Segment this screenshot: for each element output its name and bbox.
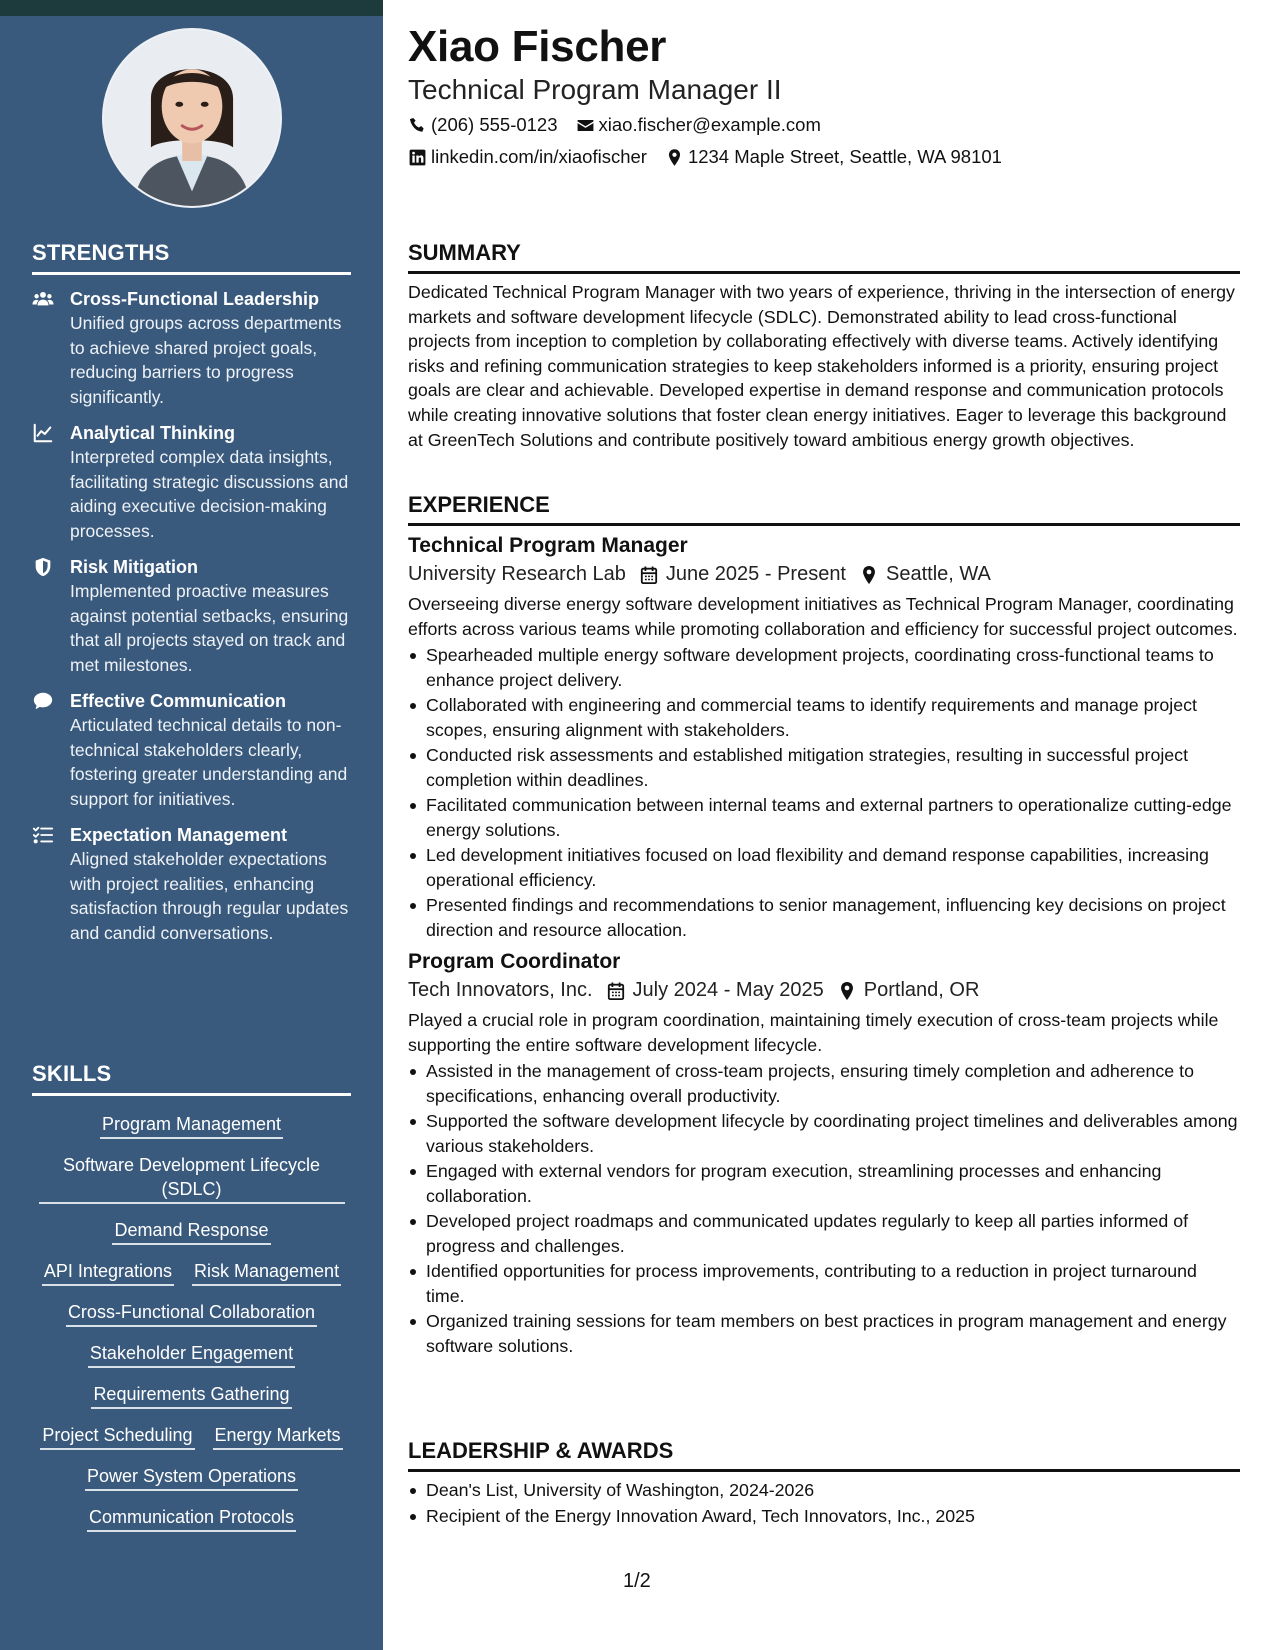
map-pin-icon <box>860 565 878 585</box>
list-item: Engaged with external vendors for program execution, streamlining processes and enhancing collaboration. <box>408 1159 1240 1208</box>
job-dates: June 2025 - Present <box>665 563 846 585</box>
users-icon <box>32 287 70 409</box>
experience-heading: EXPERIENCE <box>408 492 1240 526</box>
contact-row <box>408 146 1002 168</box>
email-contact[interactable] <box>576 114 821 136</box>
list-item: Led development initiatives focused on load flexibility and demand response capabilities, increasing operational efficiency. <box>408 843 1240 892</box>
skill-tag: Energy Markets <box>213 1423 343 1450</box>
strengths-heading: STRENGTHS <box>32 240 351 275</box>
address-text: 1234 Maple Street, Seattle, WA 98101 <box>687 146 1002 167</box>
list-item: Identified opportunities for process improvements, contributing to a reduction in project turnaround time. <box>408 1259 1240 1308</box>
skills-heading: SKILLS <box>32 1061 351 1096</box>
shield-icon <box>32 555 70 677</box>
strengths-section <box>32 240 351 945</box>
list-item: Organized training sessions for team members on best practices in program management and energy software solutions. <box>408 1309 1240 1358</box>
skill-tag: Risk Management <box>192 1259 341 1286</box>
job-location: Portland, OR <box>863 979 980 1001</box>
skill-tag: Power System Operations <box>85 1464 298 1491</box>
map-pin-icon <box>838 981 856 1001</box>
list-item: Developed project roadmaps and communicated updates regularly to keep all parties informed of progress and challenges. <box>408 1209 1240 1258</box>
skill-tag: Cross-Functional Collaboration <box>66 1300 317 1327</box>
profile-photo-image <box>104 30 280 206</box>
calendar-icon <box>607 981 625 1001</box>
job-title: Technical Program Manager <box>408 534 688 557</box>
list-item: Facilitated communication between internal teams and external partners to operationalize cutting-edge energy solutions. <box>408 793 1240 842</box>
skill-tag: API Integrations <box>42 1259 174 1286</box>
phone-contact <box>408 114 558 136</box>
strength-description: Articulated technical details to non-technical stakeholders clearly, fostering greater understanding and support for initiatives. <box>70 715 348 809</box>
sidebar-top-bar <box>0 0 383 16</box>
job-bullets <box>408 643 1240 942</box>
contact-row <box>408 114 821 136</box>
strength-item <box>32 555 351 677</box>
linkedin-contact[interactable] <box>408 146 647 168</box>
job-meta <box>408 563 1240 586</box>
strength-description: Interpreted complex data insights, facilitating strategic discussions and aiding executive decision-making processes. <box>70 447 349 541</box>
job-bullets <box>408 1059 1240 1358</box>
linkedin-icon <box>408 148 427 167</box>
checklist-icon <box>32 823 70 945</box>
skills-section <box>32 1061 351 1532</box>
calendar-icon <box>640 565 658 585</box>
list-item: Collaborated with engineering and commercial teams to identify requirements and manage project scopes, ensuring alignment with stakeholders. <box>408 693 1240 742</box>
skill-tag: Stakeholder Engagement <box>88 1341 295 1368</box>
summary-heading: SUMMARY <box>408 240 1240 274</box>
job-title: Program Coordinator <box>408 950 621 973</box>
strength-title: Risk Mitigation <box>70 557 199 577</box>
phone-number: (206) 555-0123 <box>431 114 558 135</box>
job-dates: July 2024 - May 2025 <box>632 979 824 1001</box>
strength-item <box>32 287 351 409</box>
awards-heading: LEADERSHIP & AWARDS <box>408 1438 1240 1472</box>
strength-item <box>32 689 351 811</box>
skill-tag: Software Development Lifecycle (SDLC) <box>39 1153 345 1204</box>
sidebar <box>0 0 383 1650</box>
candidate-name: Xiao Fischer <box>408 22 667 71</box>
envelope-icon <box>576 116 595 135</box>
skill-tag: Demand Response <box>112 1218 270 1245</box>
candidate-title: Technical Program Manager II <box>408 74 782 105</box>
strength-item <box>32 421 351 543</box>
strength-title: Expectation Management <box>70 825 288 845</box>
strength-title: Cross-Functional Leadership <box>70 289 320 309</box>
list-item: Dean's List, University of Washington, 2024-2026 <box>408 1478 1240 1503</box>
job-meta <box>408 979 1240 1002</box>
job-entry <box>408 534 1240 942</box>
profile-photo <box>102 28 282 208</box>
awards-section <box>408 1438 1240 1528</box>
experience-section <box>408 492 1240 1358</box>
list-item: Recipient of the Energy Innovation Award, Tech Innovators, Inc., 2025 <box>408 1504 1240 1529</box>
skill-tag: Communication Protocols <box>87 1505 296 1532</box>
summary-text: Dedicated Technical Program Manager with two years of experience, thriving in the intersection of energy markets and software development lifecycle (SDLC). Demonstrated ability to lead cross-functional projects from inception to completion by collaborating effectively with diverse teams. Actively identifying risks and refining communication strategies to keep stakeholders informed is a priority, ensuring project goals are clear and achievable. Developed expertise in demand response and communication protocols while creating innovative solutions that foster clean energy initiatives. Eager to leverage this background at GreenTech Solutions and contribute positively toward ambitious energy growth objectives. <box>408 282 1235 450</box>
strength-title: Effective Communication <box>70 691 287 711</box>
awards-list <box>408 1478 1240 1528</box>
skills-list <box>32 1112 351 1532</box>
strength-title: Analytical Thinking <box>70 423 236 443</box>
job-entry <box>408 950 1240 1358</box>
page-number: 1/2 <box>623 1570 651 1592</box>
list-item: Assisted in the management of cross-team projects, ensuring timely completion and adherence to specifications, enhancing overall productivity. <box>408 1059 1240 1108</box>
list-item: Presented findings and recommendations to senior management, influencing key decisions on project direction and resource allocation. <box>408 893 1240 942</box>
list-item: Conducted risk assessments and established mitigation strategies, resulting in successful project completion within deadlines. <box>408 743 1240 792</box>
strength-description: Aligned stakeholder expectations with project realities, enhancing satisfaction through regular updates and candid conversations. <box>70 849 349 943</box>
strength-description: Unified groups across departments to achieve shared project goals, reducing barriers to progress significantly. <box>70 313 342 407</box>
job-description: Overseeing diverse energy software development initiatives as Technical Program Manager, coordinating efforts across various teams while promoting collaboration and efficiency for successful project outcomes. <box>408 594 1238 639</box>
job-company: Tech Innovators, Inc. <box>408 979 593 1001</box>
linkedin-link[interactable]: linkedin.com/in/xiaofischer <box>431 146 647 167</box>
skill-tag: Program Management <box>100 1112 283 1139</box>
skill-tag: Project Scheduling <box>40 1423 194 1450</box>
address-contact <box>665 146 1002 168</box>
list-item: Supported the software development lifecycle by coordinating project timelines and deliverables among various stakeholders. <box>408 1109 1240 1158</box>
speech-bubble-icon <box>32 689 70 811</box>
list-item: Spearheaded multiple energy software development projects, coordinating cross-functional teams to enhance project delivery. <box>408 643 1240 692</box>
strength-description: Implemented proactive measures against potential setbacks, ensuring that all projects stayed on track and met milestones. <box>70 581 349 675</box>
chart-line-icon <box>32 421 70 543</box>
email-link[interactable]: xiao.fischer@example.com <box>598 114 821 135</box>
job-description: Played a crucial role in program coordination, maintaining timely execution of cross-team projects while supporting the entire software development lifecycle. <box>408 1010 1219 1055</box>
job-company: University Research Lab <box>408 563 626 585</box>
strength-item <box>32 823 351 945</box>
summary-section <box>408 240 1240 452</box>
map-pin-icon <box>665 148 684 167</box>
skill-tag: Requirements Gathering <box>91 1382 291 1409</box>
phone-icon <box>408 116 427 135</box>
job-location: Seattle, WA <box>886 563 991 585</box>
